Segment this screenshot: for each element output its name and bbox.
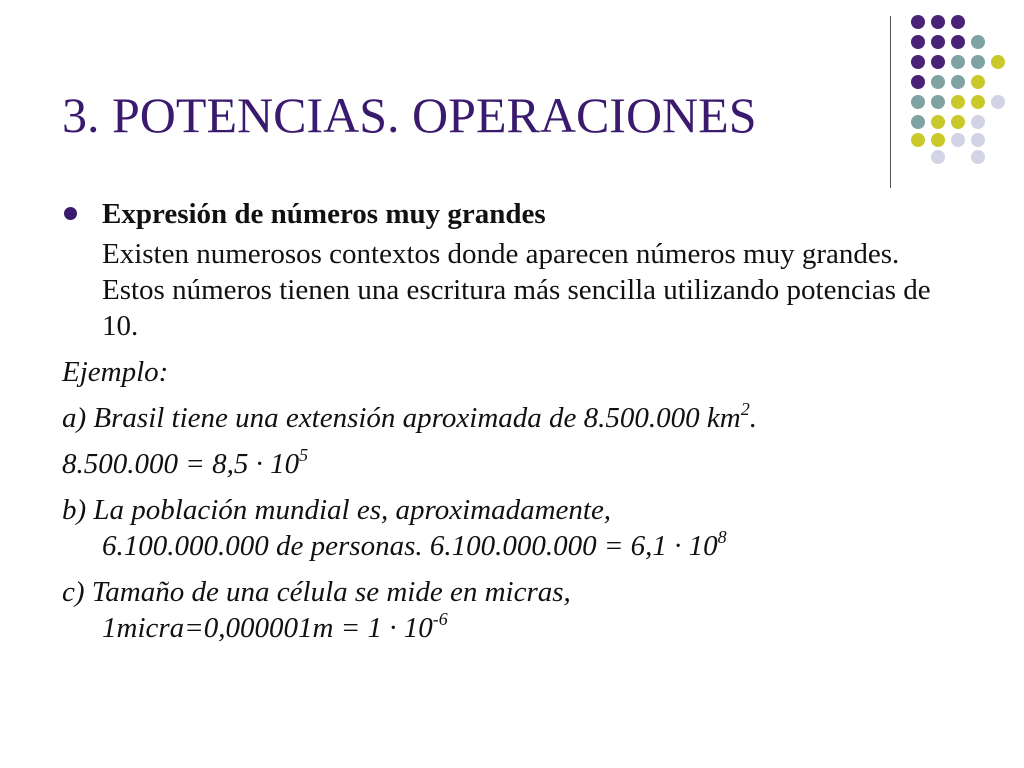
example-a-exponent: 2: [740, 399, 750, 420]
example-b: [62, 492, 962, 564]
decor-dot: [911, 95, 925, 109]
example-a-equation: [62, 446, 962, 482]
decor-dot: [951, 75, 965, 89]
example-c-line1: c) Tamaño de una célula se mide en micras,: [62, 576, 571, 608]
decor-dot: [931, 150, 945, 164]
decor-dot: [931, 35, 945, 49]
decor-dot: [911, 133, 925, 147]
decor-dot: [951, 133, 965, 147]
example-c: [62, 574, 962, 646]
example-b-exponent: 8: [717, 527, 727, 548]
decor-dot: [911, 55, 925, 69]
decor-dot: [931, 115, 945, 129]
decor-dot: [991, 55, 1005, 69]
decor-dot: [951, 115, 965, 129]
decor-dot: [911, 35, 925, 49]
example-label: Ejemplo:: [62, 356, 169, 388]
example-c-line2: 1micra=0,000001m = 1 · 10: [102, 612, 433, 644]
decor-dot: [971, 95, 985, 109]
example-b-line2: 6.100.000.000 de personas. 6.100.000.000 = 6,1 · 10: [102, 530, 718, 562]
bullet-dot-icon: [64, 207, 77, 220]
decor-dot: [971, 55, 985, 69]
example-a-equation-exponent: 5: [299, 445, 309, 466]
decor-dot: [971, 35, 985, 49]
decor-dot: [971, 115, 985, 129]
decor-dot: [951, 35, 965, 49]
decor-dot: [931, 55, 945, 69]
vertical-divider: [890, 16, 891, 188]
bullet-item: [62, 196, 962, 232]
decor-dot: [971, 133, 985, 147]
example-a: [62, 400, 962, 436]
decor-dot: [931, 15, 945, 29]
decor-dot: [911, 115, 925, 129]
decor-dot: [931, 75, 945, 89]
bullet-heading: Expresión de números muy grandes: [102, 198, 546, 230]
example-a-tail: .: [749, 402, 757, 434]
decor-dot: [951, 55, 965, 69]
decor-dot: [931, 95, 945, 109]
example-a-text: a) Brasil tiene una extensión aproximada de 8.500.000 km: [62, 402, 741, 434]
decor-dot: [911, 75, 925, 89]
example-b-line1: b) La población mundial es, aproximadamente,: [62, 494, 612, 526]
example-a-equation-text: 8.500.000 = 8,5 · 10: [62, 448, 300, 480]
decor-dot: [951, 15, 965, 29]
decor-dot: [911, 15, 925, 29]
decor-dot: [971, 150, 985, 164]
decor-dot: [931, 133, 945, 147]
decor-dot: [951, 95, 965, 109]
decor-dot: [971, 75, 985, 89]
slide-title: 3. POTENCIAS. OPERACIONES: [62, 87, 757, 143]
slide-body: [62, 196, 962, 646]
example-c-exponent: -6: [432, 609, 448, 630]
decor-dot: [991, 95, 1005, 109]
bullet-paragraph: Existen numerosos contextos donde aparecen números muy grandes. Estos números tienen una escritura más sencilla utilizando potencias de 10.: [102, 238, 931, 342]
